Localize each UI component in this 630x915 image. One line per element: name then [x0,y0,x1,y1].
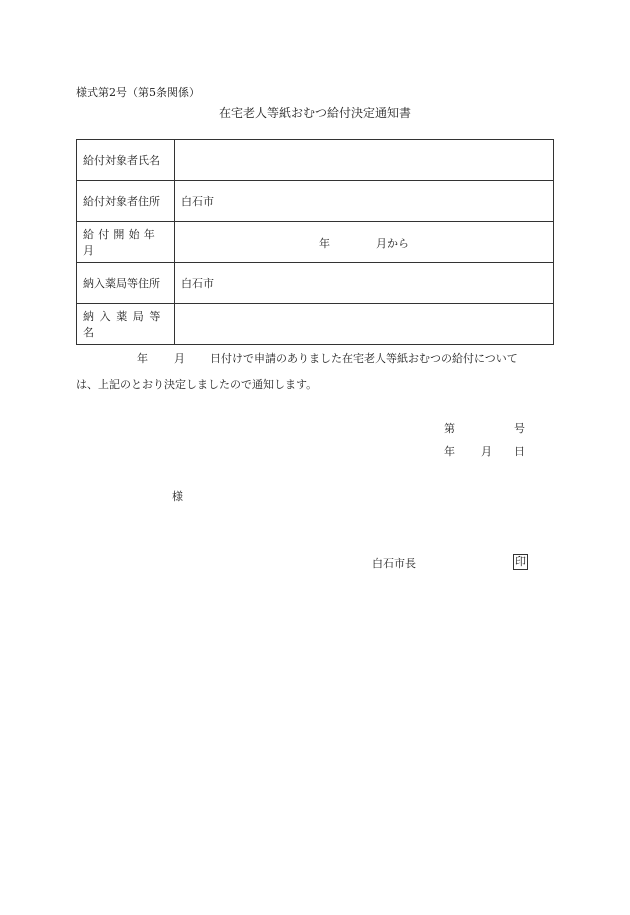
body-text-line2: は、上記のとおり決定しましたので通知します。 [76,378,318,391]
start-date-value [175,222,554,263]
recipient-address-label: 給付対象者住所 [77,181,175,222]
document-title [0,104,630,121]
table-row [77,181,554,222]
pharmacy-address-label: 納入薬局等住所 [77,263,175,304]
seal-mark: 印 [515,555,526,568]
recipient-honorific: 様 [172,490,183,503]
pharmacy-name-value [175,304,554,345]
document-number-prefix: 第 [444,422,455,435]
recipient-address-value: 白石市 [175,181,554,222]
issuer-title: 白石市長 [372,557,416,570]
table-row [77,222,554,263]
recipient-info-table [76,139,554,345]
issue-date-year: 年 [444,445,455,458]
pharmacy-name-label: 納入薬局等名 [77,304,175,345]
recipient-name-value [175,140,554,181]
table-row [77,304,554,345]
issue-date-month: 月 [481,445,492,458]
form-number: 様式第2号（第5条関係） [76,86,200,99]
issue-date-day: 日 [514,445,525,458]
start-year-label: 年 [319,237,330,250]
document-title-text: 在宅老人等紙おむつ給付決定通知書 [218,106,411,120]
table-row [77,140,554,181]
start-date-label: 給付開始年月 [77,222,175,263]
application-year-label: 年 [137,352,148,365]
body-text-line1-rest: 日付けで申請のありました在宅老人等紙おむつの給付について [210,352,518,365]
pharmacy-address-value: 白石市 [175,263,554,304]
document-number-suffix: 号 [514,422,525,435]
start-month-label: 月から [376,237,409,250]
recipient-name-label: 給付対象者氏名 [77,140,175,181]
application-month-label: 月 [174,352,185,365]
table-row [77,263,554,304]
